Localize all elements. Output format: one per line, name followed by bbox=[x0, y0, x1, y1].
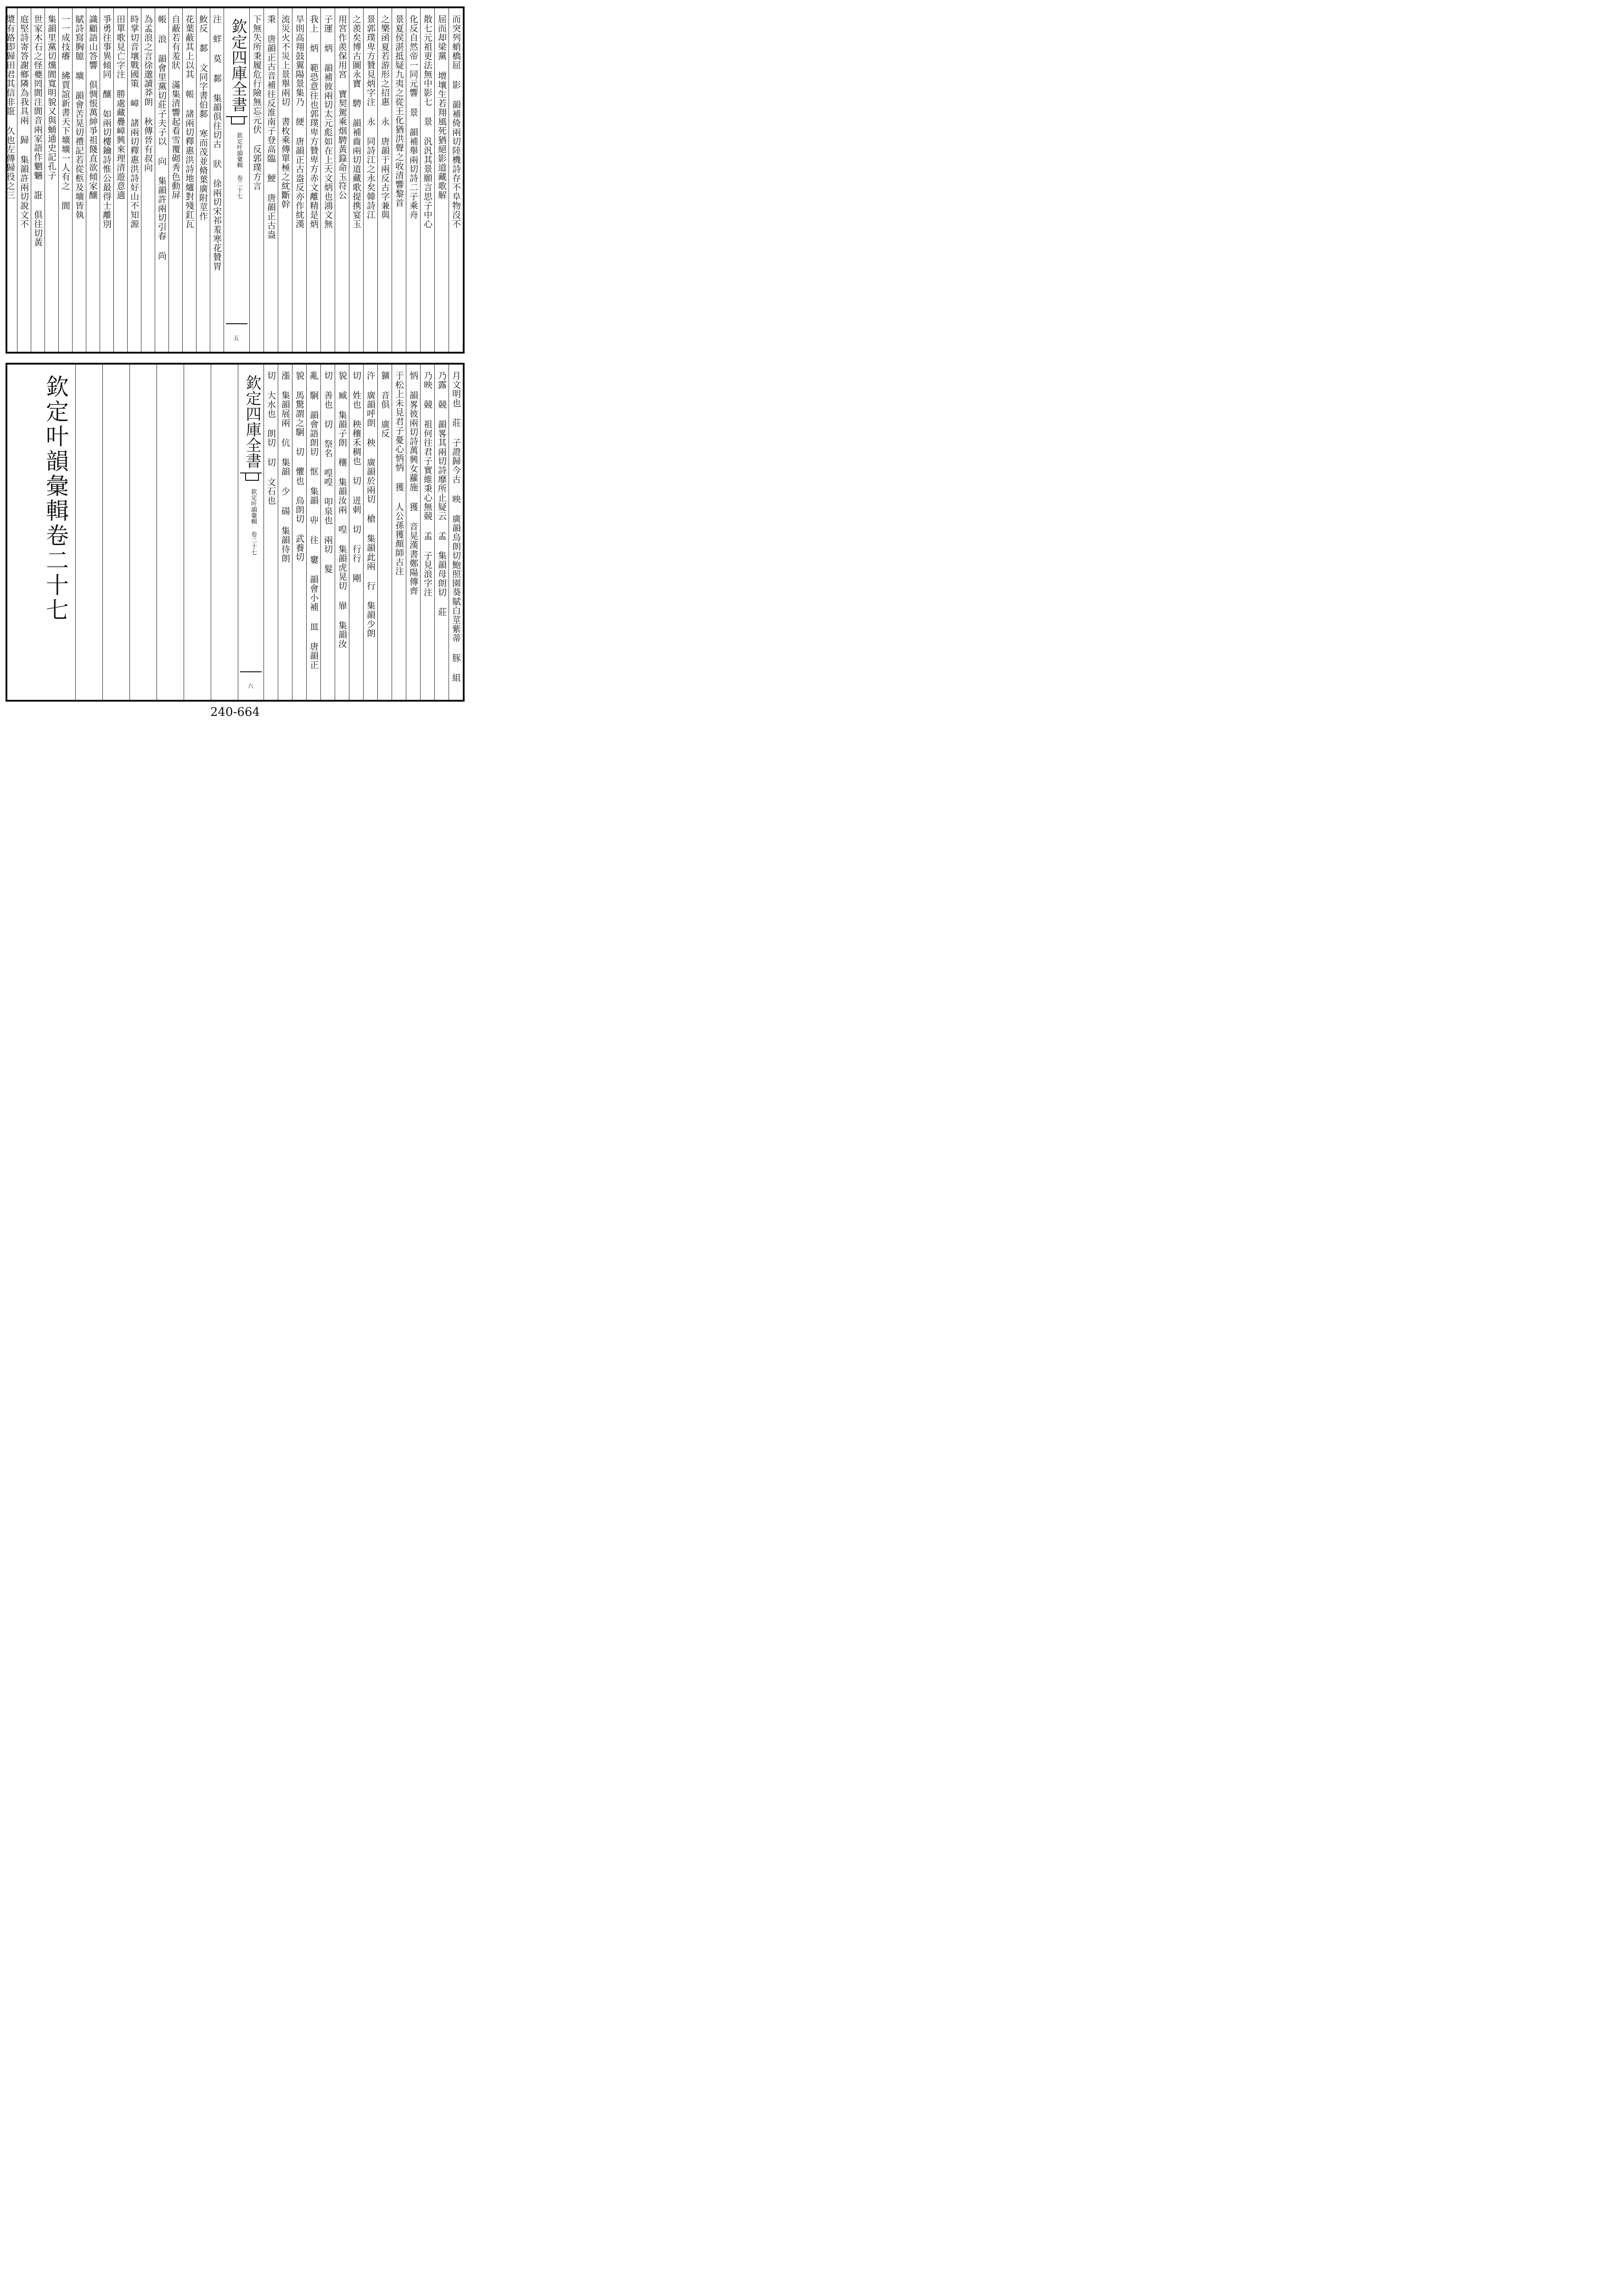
fishtail-mark bbox=[226, 116, 247, 125]
text-column: 田單歌見亡字注 勝處藏疊嶂興來理清遊意適 bbox=[113, 8, 127, 352]
text-column: 漲 集韻展兩 伉 集韻 少 碭 集韻待朗 bbox=[278, 365, 292, 700]
text-column: 貌 馬驚謂之駉 切 懼也 烏朗切 武養切 bbox=[292, 365, 306, 700]
text-column: 切 大水也 朗切 切 文石也 bbox=[264, 365, 278, 700]
book-title: 欽定四庫全書 bbox=[243, 375, 261, 468]
text-column: 自蔽若有羞狀 滿集清響起看雪覆砌秀色動屏 bbox=[168, 8, 182, 352]
text-column: 流災火不災上景舉兩切 書枚乘傳單極之紞斷幹 bbox=[278, 8, 292, 352]
empty-column bbox=[75, 365, 102, 700]
page-number: 六 bbox=[247, 683, 253, 689]
center-fold-header bbox=[224, 8, 249, 352]
top-page bbox=[6, 6, 465, 354]
fishtail-mark bbox=[240, 473, 262, 482]
empty-column bbox=[211, 365, 238, 700]
text-column: 為孟浪之言徐邈讀莽朗 秋傳晉有叔向 bbox=[141, 8, 155, 352]
text-column: 一一成技癢 紼賈誼新書天下壙壙一人有之 閬 bbox=[58, 8, 72, 352]
text-column: 而突列蛸橋屈 影 韻補倚兩切陸機詩存不阜物沒不 bbox=[449, 8, 463, 352]
text-column: 用宮作羨保用宮 寶契駕乘烟騁黃籙命玉符公 bbox=[335, 8, 349, 352]
text-column: 亂 駉 韻會語朗切 恇 集韻 丱 往 窶 韻會小補 皿 唐韻正 bbox=[306, 365, 320, 700]
text-column: 子運 炳 韻補彼兩切太元彪如在上天文炳也鴻文無 bbox=[320, 8, 335, 352]
text-column: 花葉蔽其上以其 帳 諸兩切釋惠洪詩地爐對殘釭瓦 bbox=[182, 8, 196, 352]
center-fold-header bbox=[238, 365, 264, 700]
volume-end-title: 欽定叶韻彙輯卷二十七 bbox=[42, 375, 69, 623]
text-column: 我上 炳 範恐意往也郭璞卑方贊卑方赤文離精是炳 bbox=[306, 8, 320, 352]
empty-column bbox=[157, 365, 184, 700]
text-column: 乃映 競 祖何往君子實維秉心無競 孟 子見浪字注 bbox=[420, 365, 434, 700]
text-column: 屈而却梁黨 增壤生若翔風死猶絕影道藏歌解 bbox=[434, 8, 449, 352]
text-column: 散七元祖更法無中影七 景 汎汎其景願言思子中心 bbox=[420, 8, 434, 352]
text-column: 漿有路即歸田君其信非誑 久也左傳歸役之三 bbox=[5, 15, 15, 200]
text-column: 之樂函夏若游形之招惠 永 唐韻于兩反古字兼與 bbox=[377, 8, 392, 352]
text-column: 汻 廣韻呼朗 秧 廣韻於兩切 槍 集韻此兩 行 集韻少朗 bbox=[363, 365, 377, 700]
text-column: 爭勇往事異傾同 釀 如兩切樓鑰詩惟公最得士離別 bbox=[100, 8, 113, 352]
text-column: 下無失所秉履危行險無忘元伏 反郭璞方言 bbox=[249, 8, 264, 352]
text-column: 秉 唐韻正古音補往反淮南子登高臨 鯁 唐韻正古盎 bbox=[264, 8, 278, 352]
text-column: 識顧語山答響 俱惆悵萬紳爭祖餞直欲傾家釀 bbox=[86, 8, 100, 352]
text-column: 注 蛘 莫 䣛 集韻俱往切古 狀 徐兩切宋祁羞寒花贊胃 bbox=[210, 8, 224, 352]
text-column: 集韻里黨切爣閬寬明貌又與蛹通史記孔子 bbox=[45, 8, 58, 352]
page-number: 五 bbox=[233, 335, 239, 341]
bottom-page bbox=[6, 363, 465, 702]
book-title: 欽定四庫全書 bbox=[229, 18, 247, 112]
text-column: 月文明也 莊 子證歸今古 映 廣韻烏朗切鮑照園葵賦白莖紫蒂 豚 組 bbox=[449, 365, 463, 700]
title-column bbox=[7, 365, 75, 700]
text-column: 時掌切音壤戰國策 嶂 諸兩切釋惠洪詩好山不知源 bbox=[127, 8, 141, 352]
text-column: 于松上未見君子憂心怲怲 獲 人公孫獲顏師古注 bbox=[392, 365, 406, 700]
text-column: 世家木石之怪夔罔閬注閬音兩家語作魍魎 誑 俱往切黃 bbox=[31, 8, 45, 352]
text-column: 䰻反 䣛 文同字書伯䣛 寒而茂並脩葉廣附莖作 bbox=[196, 8, 210, 352]
volume-label: 欽定叶韻彙輯 卷二十七 bbox=[236, 132, 242, 199]
text-column: 旱則高翔鼓翼陽景集乃 綆 唐韻正古盎反亦作紞漢 bbox=[292, 8, 306, 352]
text-column: 乃露 競 韻畧其兩切詩靡所止疑云 孟 集韻母朗切 莊 bbox=[434, 365, 449, 700]
text-column: 切 姓也 秧穰禾稠也 切 迸刺 切 行行 剛 bbox=[349, 365, 363, 700]
empty-column bbox=[102, 365, 129, 700]
volume-label: 欽定叶韻彙輯 卷二十七 bbox=[250, 489, 257, 555]
text-column: 貌 臧 集韻子朗 穰 集韻汝兩 喤 集韻虎晃切 㠑 集韻汝 bbox=[335, 365, 349, 700]
text-column: 切 善也 切 祭名 喤喤 叩泉也 兩切 髮 bbox=[320, 365, 335, 700]
text-column: 庭堅詩寄答謝鄉隣為我具兩 歸 集韻許兩切說文不 bbox=[17, 8, 31, 352]
page-footer-number: 240-664 bbox=[210, 705, 260, 719]
divider bbox=[226, 323, 247, 324]
text-column: 景夏侯湛抵疑九夷之從王化猶洪聲之收清響黎首 bbox=[392, 8, 406, 352]
text-column: 賦詩寫胸臆 壙 韻會苦晃切禮記若從柩及壙皆執 bbox=[72, 8, 86, 352]
text-column: 帳 浪 韻會里黨切莊子夫子以 向 集韻許兩切引春 尚 bbox=[155, 8, 168, 352]
text-column: 之羨矣博古圖永寶 騁 韻補齒兩切道藏歌提携宴玉 bbox=[349, 8, 363, 352]
text-column: 怲 韻畧彼兩切詩萬興女蘿施 獲 音晃漢書鄭陽傳齊 bbox=[406, 365, 420, 700]
divider bbox=[240, 671, 262, 672]
empty-column bbox=[129, 365, 157, 700]
text-column: 化反自然帝一同元響 景 韻補舉兩切詩二子乘舟 bbox=[406, 8, 420, 352]
text-column: 獷 音俱 廣反 bbox=[377, 365, 392, 700]
empty-column bbox=[184, 365, 211, 700]
text-column: 景郭璞卑方贊見炳字注 永 同詩江之永矣韓詩江 bbox=[363, 8, 377, 352]
